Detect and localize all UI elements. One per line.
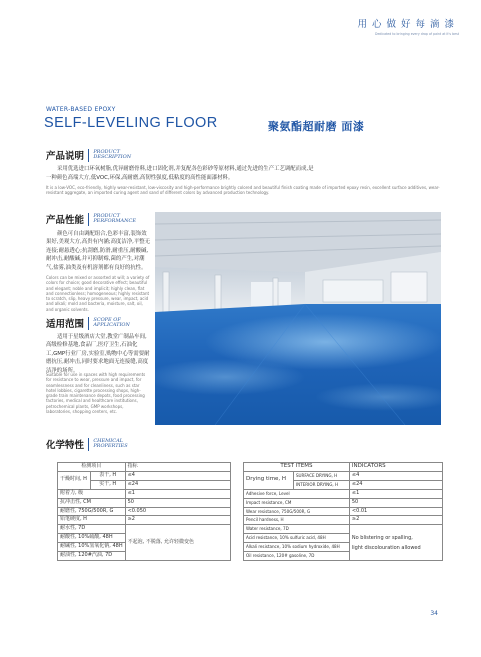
table-row — [58, 525, 231, 534]
table-cell: Water resistance, 7D — [244, 525, 350, 534]
heading-divider — [88, 149, 89, 162]
table-cell: Adhesive force, Level — [244, 489, 350, 498]
table-cell: 50 — [125, 498, 230, 507]
table-cell: Oil resistance, 120# gasoline, 7D — [244, 552, 350, 561]
merged-cell: 不起泡, 不脱落, 允许轻微变色 — [125, 525, 230, 561]
table-row — [244, 516, 443, 525]
table-row — [244, 525, 443, 534]
scope-cn: 适用于星级酒店大堂,教堂广制品车间,高级检修基地,食品厂,医疗卫生,石油化工,GMP行业厂房,实验室,购物中心等需要耐磨抗压,耐冲击,同时要求地面无连接缝,高度洁净的场所。 — [46, 334, 150, 374]
table-row — [244, 507, 443, 516]
table-row — [244, 471, 443, 480]
slogan-cn: 用心做好每滴漆 — [357, 19, 459, 30]
performance-en: Colors can be mixed or assorted at will; a variety of colors for choice; good decorative effect; beautiful and elegant; noble and implicit; highly clean, flat and connectionless; homogeneous; highly resistant to scratch, slip, heavy pressure, wear, impact, acid and alkali; mold and bacteria, moisture, salt, oil, and organic solvents. — [46, 275, 150, 312]
table-cell: 耐酸性, 10%硫酸, 48H — [58, 534, 126, 543]
description-cn-line1: 采用优选进口环氧树脂,优异耐磨骨料,进口固化剂,并复配各色彩砂等原材料,通过先进的生产工艺调配而成,是 — [57, 166, 314, 172]
table-cell: Impact resistance, CM — [244, 498, 350, 507]
table-cell: Wear resistance, 750G/500R, G — [244, 507, 350, 516]
table-cell: ≤1 — [349, 489, 442, 498]
table-cell: 耐水性, 7D — [58, 525, 126, 534]
header-cell: INDICATORS — [349, 463, 442, 472]
table-cell: <0.01 — [349, 507, 442, 516]
table-cell: <0.050 — [125, 507, 230, 516]
table-cell: 铅笔硬度, H — [58, 516, 126, 525]
table-cell: 干燥时间, H — [58, 471, 91, 489]
table-row — [58, 471, 231, 480]
header-slogan — [357, 16, 459, 36]
section-heading-scope — [46, 316, 130, 330]
heading-en: PRODUCT DESCRIPTION — [93, 148, 132, 160]
properties-table-cn — [57, 462, 231, 561]
table-cell: 实干, H — [90, 480, 125, 489]
table-cell: INTERIOR DRYING, H — [293, 480, 349, 489]
header-cell: 检测项目 — [58, 463, 126, 472]
header-cell: TEST ITEMS — [244, 463, 350, 472]
heading-divider — [88, 438, 89, 451]
floor-photo — [155, 212, 441, 425]
table-cell: Alkali resistance, 10% sodium hydroxide, 48H — [244, 543, 350, 552]
table-cell: 50 — [349, 498, 442, 507]
table-cell: ≥2 — [125, 516, 230, 525]
description-cn-line2: 一种颜色高端大方,低VOC,环保,高耐磨,高韧性强度,低粘度的高性能面漆材料。 — [46, 175, 234, 181]
table-header-row — [58, 463, 231, 472]
page-title-cn: 聚氨酯超耐磨 面漆 — [268, 120, 365, 133]
table-cell: ≤24 — [349, 480, 442, 489]
table-cell: 抗冲击性, CM — [58, 498, 126, 507]
heading-cn: 适用范围 — [46, 319, 85, 330]
header-cell: 指标 — [125, 463, 230, 472]
table-cell: ≤24 — [125, 480, 230, 489]
heading-divider — [88, 213, 89, 226]
heading-divider — [88, 317, 89, 330]
table-row — [58, 507, 231, 516]
properties-table-en — [243, 462, 443, 561]
table-cell: Pencil hardness, H — [244, 516, 350, 525]
heading-en: PRODUCT PERFORMANCE — [93, 212, 137, 224]
heading-cn: 化学特性 — [46, 440, 85, 451]
slogan-en: Dedicated to bringing every drop of paint at it's best — [375, 32, 459, 36]
table-row — [244, 489, 443, 498]
heading-en: CHEMICAL PROPERTIES — [93, 437, 128, 449]
table-cell: Drying time, H — [244, 471, 294, 489]
heading-en: SCOPE OF APPLICATION — [93, 316, 130, 328]
table-row — [58, 516, 231, 525]
table-cell: ≤1 — [125, 489, 230, 498]
subtitle-en: WATER-BASED EPOXY — [46, 106, 116, 113]
table-cell: 表干, H — [90, 471, 125, 480]
scope-en: Suitable for use in spaces with high requirements for resistance to wear, pressure and impact, for seamlessness and for cleanliness, such as star hotel lobbies, cigarette processing shops, high-grade train maintenance depots, food processing factories, medical and healthcare institutions, petrochemical plants, GMP workshops, laboratories, shopping centers, etc. — [46, 372, 146, 415]
heading-cn: 产品性能 — [46, 215, 85, 226]
table-cell: ≤4 — [349, 471, 442, 480]
table-cell: ≤4 — [125, 471, 230, 480]
table-cell: 耐碱性, 10%氢氧化钠, 48H — [58, 543, 126, 552]
table-cell: Acid resistance, 10% sulfuric acid, 48H — [244, 534, 350, 543]
table-row — [58, 498, 231, 507]
merged-cell: No blistering or spalling, light discolouration allowed — [349, 525, 442, 561]
table-cell: 耐磨性, 750G/500R, G — [58, 507, 126, 516]
table-cell: 附着力, 级 — [58, 489, 126, 498]
page-number: 34 — [430, 610, 438, 617]
performance-cn: 颜色可自由调配组合,色彩丰富,装饰效果好,美观大方,高贵有内涵;高度洁净,平整无连接;耐悬透心;抗刮磨,防滑,耐重压,耐酸碱,耐冲击,耐酸碱,并可抑制霉,菌的产生,对潮气,盐雾,油类及有机溶剂都有良好的抗性。 — [46, 231, 150, 271]
floor-illustration — [155, 212, 441, 425]
table-row — [58, 489, 231, 498]
heading-cn: 产品说明 — [46, 151, 85, 162]
table-header-row — [244, 463, 443, 472]
section-heading-chemical — [46, 437, 128, 451]
table-cell: 耐油性, 120#汽油, 7D — [58, 552, 126, 561]
table-cell: ≥2 — [349, 516, 442, 525]
table-row — [244, 498, 443, 507]
page-title: SELF-LEVELING FLOOR — [44, 115, 218, 131]
section-heading-description — [46, 148, 131, 162]
section-heading-performance — [46, 212, 136, 226]
description-en: It is a low-VOC, eco-friendly, highly wear-resistant, low-viscosity and high-performance brightly colored and beautiful finish coating made of imported epoxy resin, excellent surface additives, wear-resistant aggregate, an imported curing agent and sand of different colors by advanced production technology. — [46, 185, 440, 196]
table-cell: SURFACE DRYING, H — [293, 471, 349, 480]
